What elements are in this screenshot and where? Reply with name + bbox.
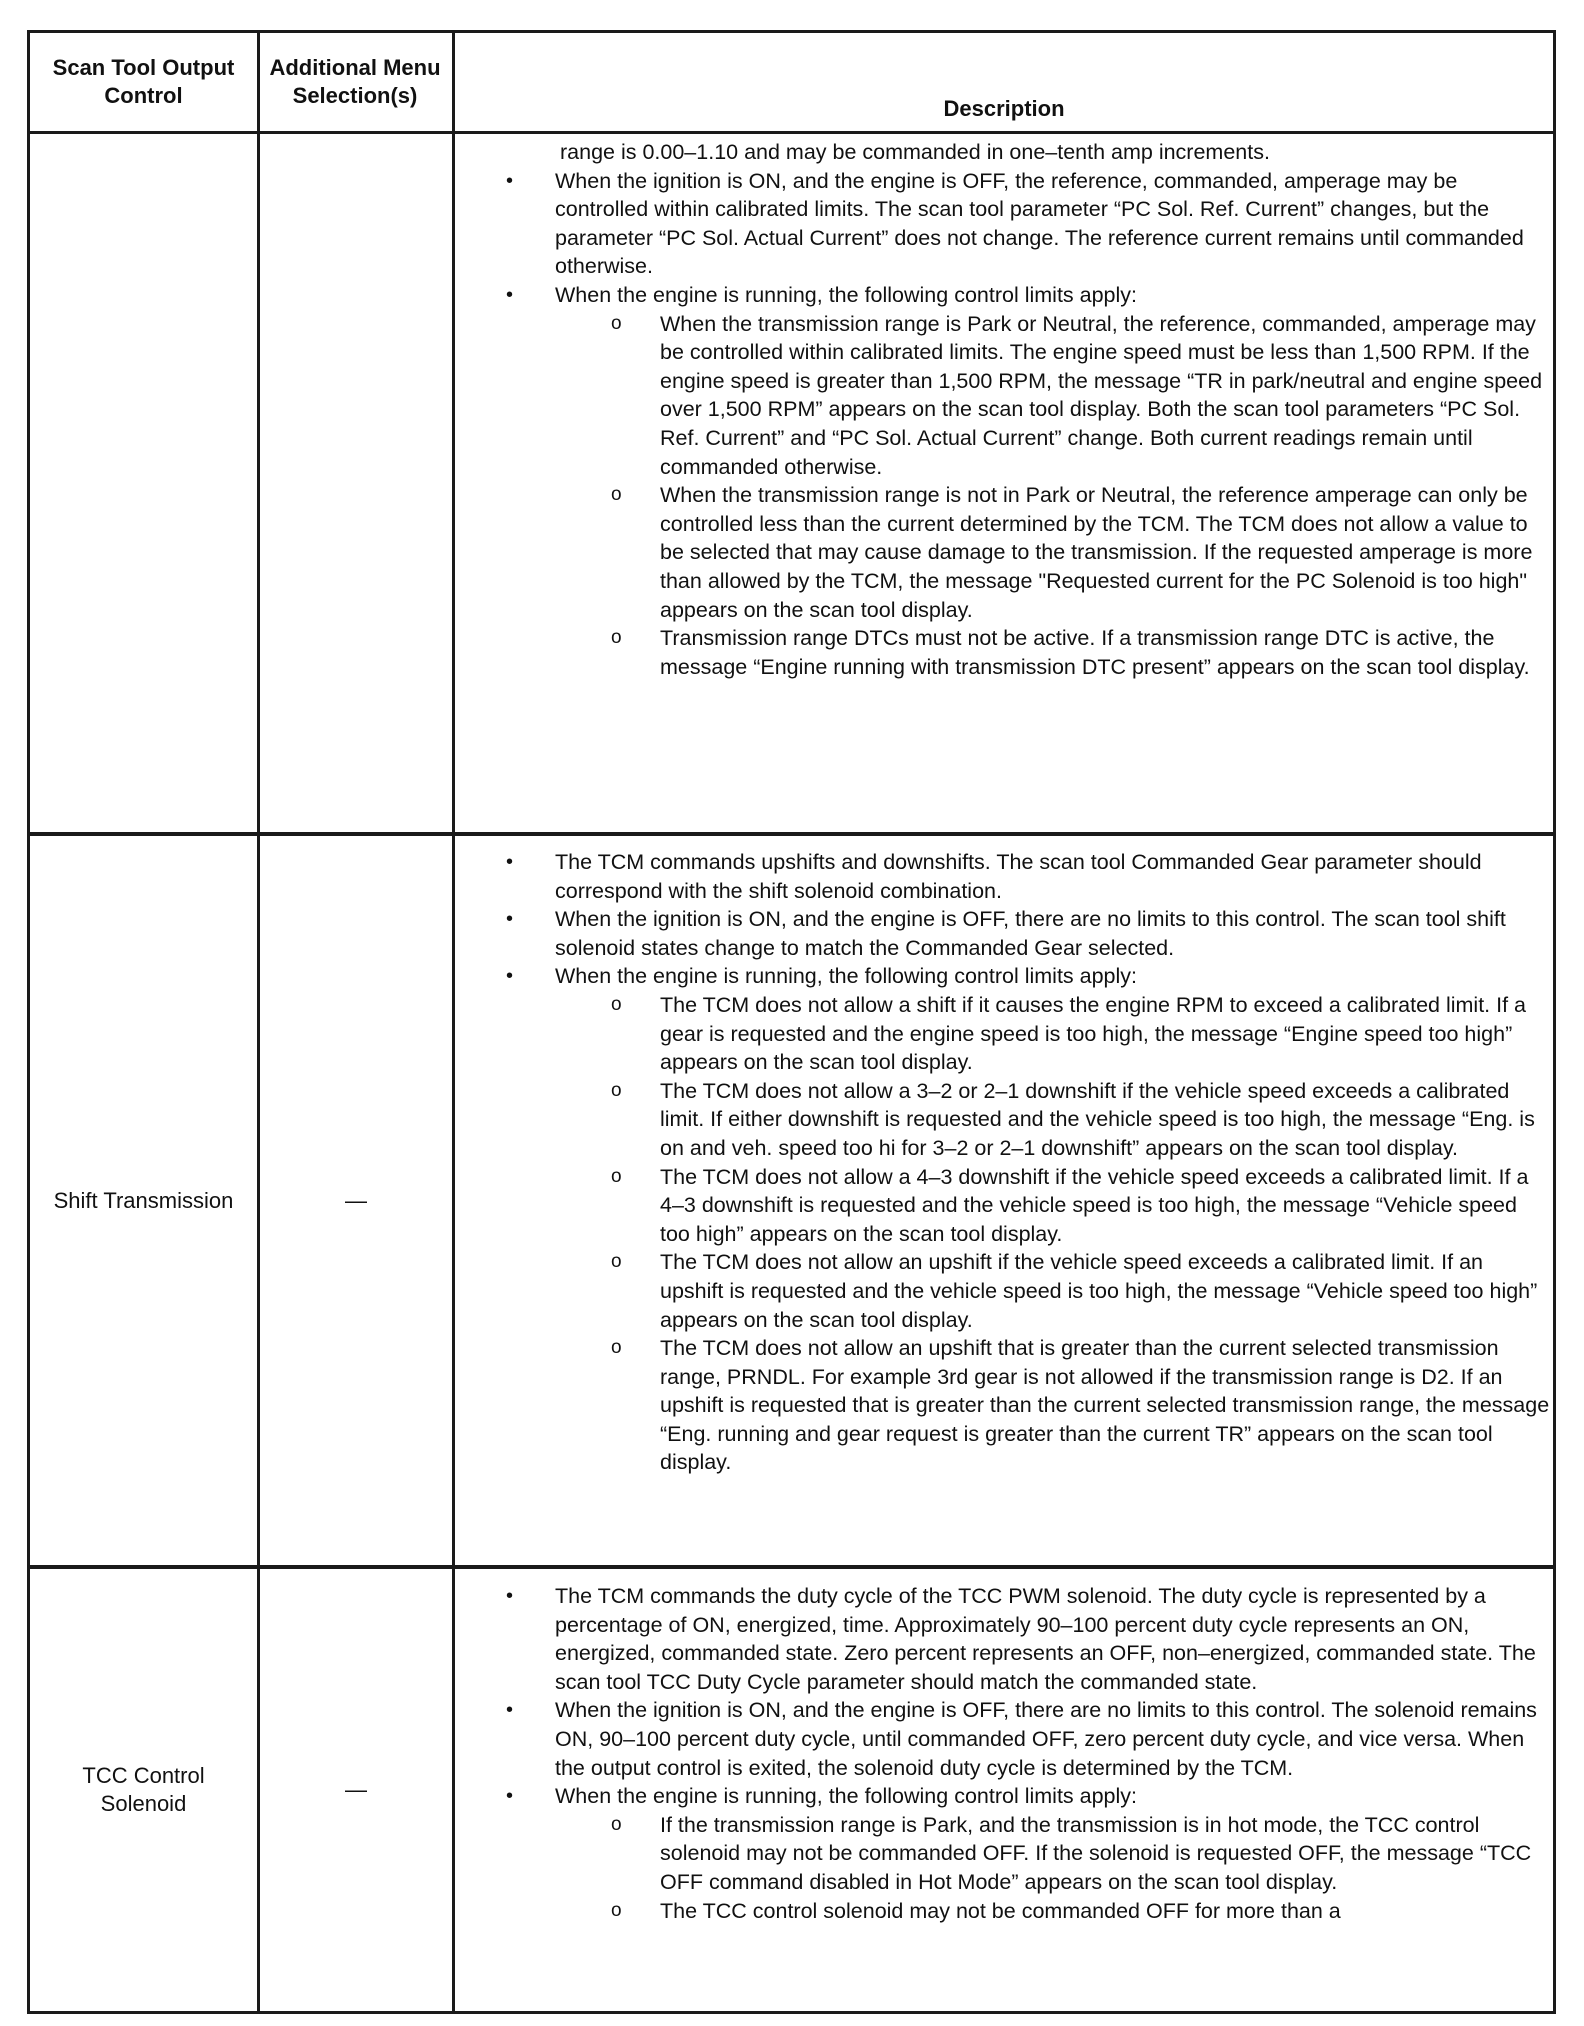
header-additional-menu-selections xyxy=(268,33,442,131)
header-text: Additional Menu Selection(s) xyxy=(269,55,441,108)
bullet-item: • The TCM commands the duty cycle of the TCC PWM solenoid. The duty cycle is represented by a percentage of ON, energized, time. Approximately 90–100 percent duty cycle represents an ON, energized, commanded state. Zero percent represents an OFF, non–energized, commanded state. The scan tool TCC Duty Cycle parameter should match the commanded state. xyxy=(483,1582,1551,1696)
sub-bullet-item: o The TCM does not allow a 3–2 or 2–1 downshift if the vehicle speed exceeds a calibrated limit. If either downshift is requested and the vehicle speed is too high, the message “Eng. is on and veh. speed too hi for 3–2 or 2–1 downshift” appears on the scan tool display. xyxy=(483,1077,1551,1163)
bullet-item: • When the engine is running, the following control limits apply: xyxy=(483,962,1551,991)
menu-text: — xyxy=(345,1777,367,1802)
row-description xyxy=(483,848,1551,1477)
row-menu-selection xyxy=(260,1569,452,2011)
header-text: Description xyxy=(943,96,1065,121)
bullet-item: • The TCM commands upshifts and downshifts. The scan tool Commanded Gear parameter should correspond with the shift solenoid combination. xyxy=(483,848,1551,905)
bullet-item: • When the ignition is ON, and the engine is OFF, there are no limits to this control. The scan tool shift solenoid states change to match the Commanded Gear selected. xyxy=(483,905,1551,962)
bullet-item: • When the ignition is ON, and the engine is OFF, the reference, commanded, amperage may be controlled within calibrated limits. The scan tool parameter “PC Sol. Ref. Current” changes, but the parameter “PC Sol. Actual Current” does not change. The reference current remains until commanded otherwise. xyxy=(483,167,1551,281)
header-scan-tool-output-control xyxy=(30,33,257,131)
sub-bullet-item: o The TCM does not allow an upshift if the vehicle speed exceeds a calibrated limit. If an upshift is requested and the vehicle speed is too high, the message “Vehicle speed too high” appears on the scan tool display. xyxy=(483,1248,1551,1334)
row-description xyxy=(483,1582,1551,1925)
column-divider xyxy=(452,30,455,2014)
row-menu-selection xyxy=(260,134,452,832)
bullet-item: • When the engine is running, the following control limits apply: xyxy=(483,1782,1551,1811)
bullet-item: • When the ignition is ON, and the engine is OFF, there are no limits to this control. The solenoid remains ON, 90–100 percent duty cycle, until commanded OFF, zero percent duty cycle, and vice versa. When the output control is exited, the solenoid duty cycle is determined by the TCM. xyxy=(483,1696,1551,1782)
sub-bullet-item: o The TCM does not allow a shift if it causes the engine RPM to exceed a calibrated limit. If a gear is requested and the engine speed is too high, the message “Engine speed too high” appears on the scan tool display. xyxy=(483,991,1551,1077)
row-description xyxy=(483,138,1551,681)
sub-bullet-item: o When the transmission range is Park or Neutral, the reference, commanded, amperage may be controlled within calibrated limits. The engine speed must be less than 1,500 RPM. If the engine speed is greater than 1,500 RPM, the message “TR in park/neutral and engine speed over 1,500 RPM” appears on the scan tool display. Both the scan tool parameters “PC Sol. Ref. Current” and “PC Sol. Actual Current” change. Both current readings remain until commanded otherwise. xyxy=(483,310,1551,482)
sub-bullet-item: o The TCM does not allow a 4–3 downshift if the vehicle speed exceeds a calibrated limit. If a 4–3 downshift is requested and the vehicle speed is too high, the message “Vehicle speed too high” appears on the scan tool display. xyxy=(483,1163,1551,1249)
description-intro: range is 0.00–1.10 and may be commanded in one–tenth amp increments. xyxy=(560,140,1270,164)
header-text: Scan Tool Output Control xyxy=(52,55,235,108)
control-text: TCC Control Solenoid xyxy=(82,1763,205,1816)
table-right-border xyxy=(1553,30,1556,2014)
bullet-item: • When the engine is running, the following control limits apply: xyxy=(483,281,1551,310)
sub-bullet-item: o The TCM does not allow an upshift that is greater than the current selected transmission range, PRNDL. For example 3rd gear is not allowed if the transmission range is D2. If an upshift is requested that is greater than the current selected transmission range, the message “Eng. running and gear request is greater than the current TR” appears on the scan tool display. xyxy=(483,1334,1551,1477)
row-control-label xyxy=(30,134,257,832)
sub-bullet-item: o If the transmission range is Park, and the transmission is in hot mode, the TCC control solenoid may not be commanded OFF. If the solenoid is requested OFF, the message “TCC OFF command disabled in Hot Mode” appears on the scan tool display. xyxy=(483,1811,1551,1897)
menu-text: — xyxy=(345,1187,367,1213)
row-control-label xyxy=(30,1569,257,2011)
row-control-label xyxy=(30,836,257,1565)
sub-bullet-item: o Transmission range DTCs must not be active. If a transmission range DTC is active, the message “Engine running with transmission DTC present” appears on the scan tool display. xyxy=(483,624,1551,681)
sub-bullet-item: o When the transmission range is not in Park or Neutral, the reference amperage can only be controlled less than the current determined by the TCM. The TCM does not allow a value to be selected that may cause damage to the transmission. If the requested amperage is more than allowed by the TCM, the message "Requested current for the PC Solenoid is too high" appears on the scan tool display. xyxy=(483,481,1551,624)
sub-bullet-item: o The TCC control solenoid may not be commanded OFF for more than a xyxy=(483,1897,1551,1926)
row-menu-selection xyxy=(260,836,452,1565)
header-description xyxy=(455,33,1553,131)
control-text: Shift Transmission xyxy=(53,1187,234,1213)
